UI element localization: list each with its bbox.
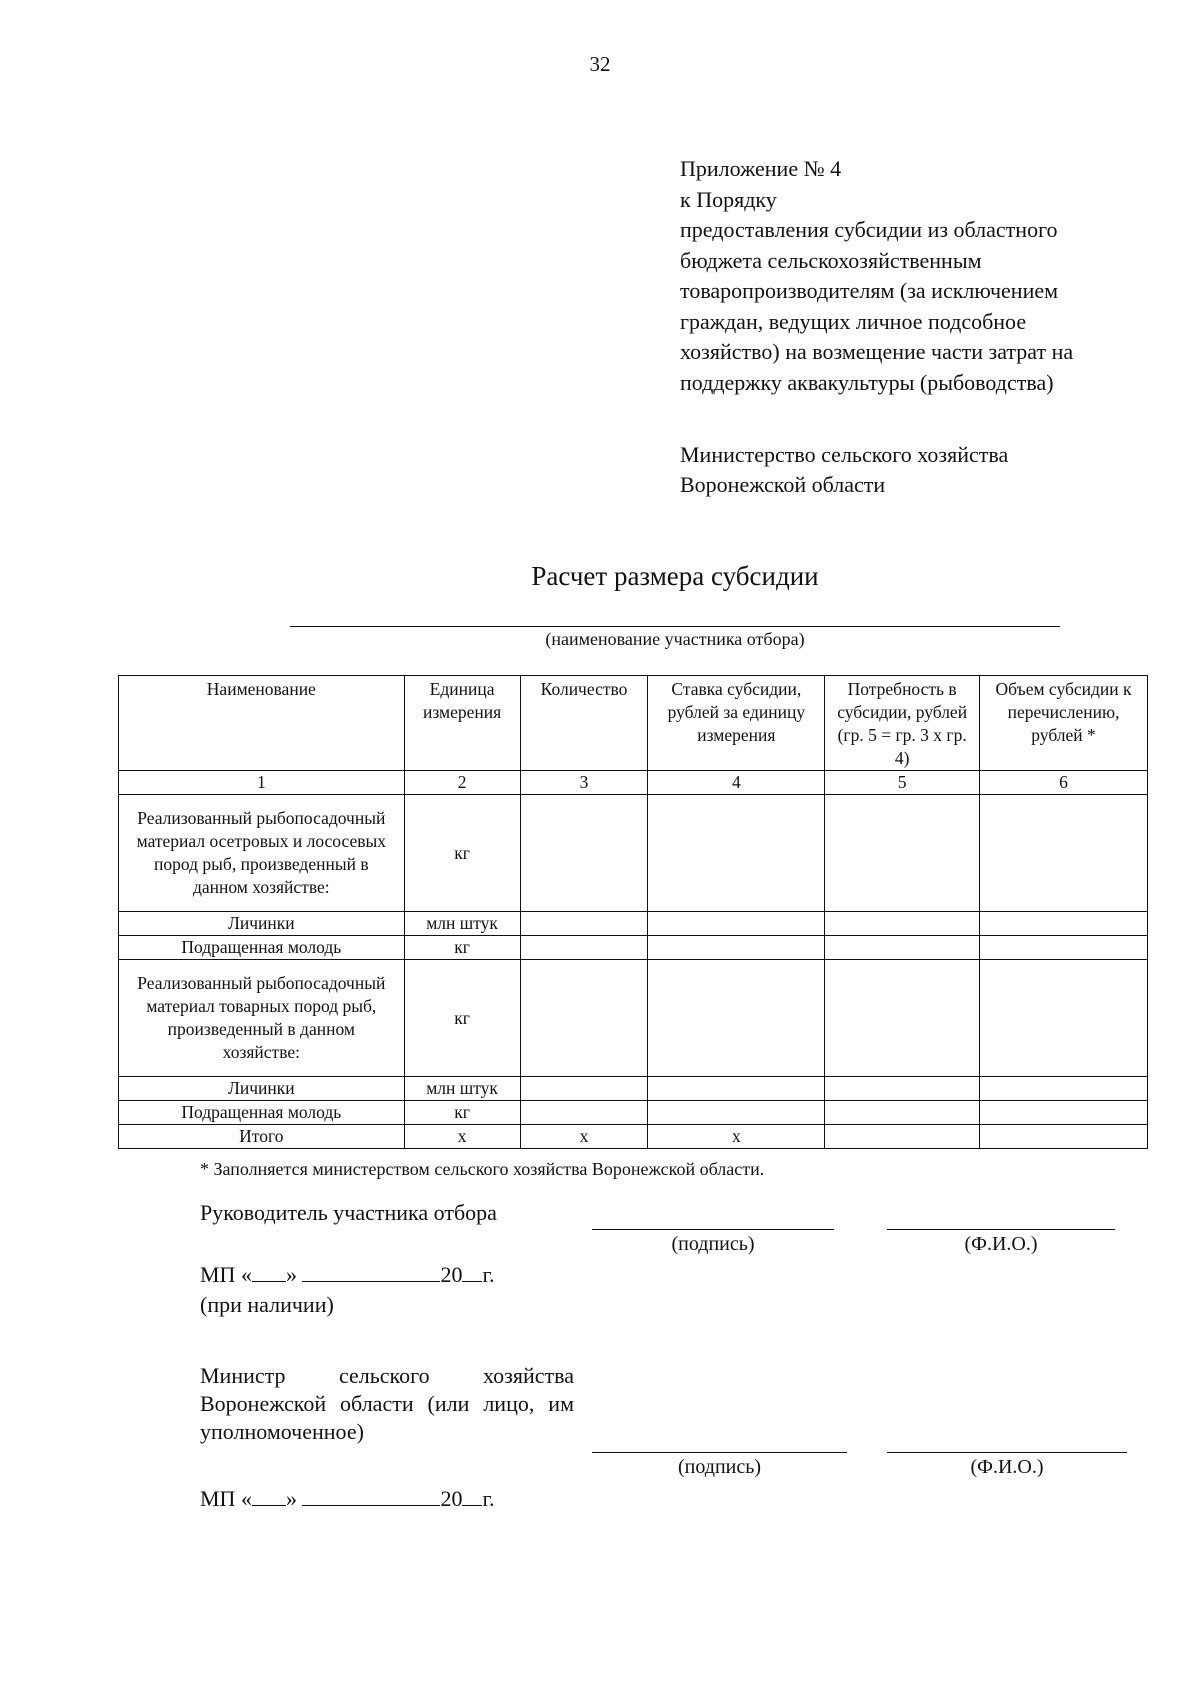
row-qty[interactable] bbox=[520, 936, 648, 960]
row-rate[interactable] bbox=[648, 936, 825, 960]
row-rate: х bbox=[648, 1125, 825, 1149]
appendix-line: к Порядку bbox=[680, 186, 777, 212]
ministry-line: Воронежской области bbox=[680, 472, 886, 497]
row-need[interactable] bbox=[825, 936, 980, 960]
mp-mid: » bbox=[285, 1486, 297, 1511]
year-field[interactable] bbox=[462, 1263, 482, 1282]
table-header-row bbox=[119, 676, 1148, 771]
if-any-note: (при наличии) bbox=[200, 1292, 334, 1317]
table-row bbox=[119, 912, 1148, 936]
head-stamp-date bbox=[200, 1262, 495, 1288]
row-need[interactable] bbox=[825, 1077, 980, 1101]
row-unit: млн штук bbox=[404, 912, 520, 936]
appendix-line: товаропроизводителям (за исключением bbox=[680, 278, 1059, 303]
row-unit: млн штук bbox=[404, 1077, 520, 1101]
row-amount[interactable] bbox=[980, 1101, 1148, 1125]
row-unit: х bbox=[404, 1125, 520, 1149]
appendix-line: граждан, ведущих личное подсобное bbox=[680, 308, 1027, 334]
row-need[interactable] bbox=[825, 960, 980, 1077]
row-name: Реализованный рыбопосадочный материал осетровых и лососевых пород рыб, произведенный в данном хозяйстве: bbox=[119, 795, 405, 912]
row-amount[interactable] bbox=[980, 912, 1148, 936]
minister-signature-line[interactable] bbox=[592, 1452, 847, 1453]
row-name: Личинки bbox=[119, 1077, 405, 1101]
row-unit: кг bbox=[404, 960, 520, 1077]
subsidy-calculation-table bbox=[118, 675, 1148, 1149]
month-field[interactable] bbox=[302, 1263, 440, 1282]
appendix-line: предоставления субсидии из областного bbox=[680, 217, 1058, 242]
table-footnote: * Заполняется министерством сельского хозяйства Воронежской области. bbox=[200, 1159, 765, 1179]
table-row bbox=[119, 795, 1148, 912]
appendix-header bbox=[680, 154, 1150, 398]
table-row bbox=[119, 936, 1148, 960]
row-name: Итого bbox=[119, 1125, 405, 1149]
row-unit: кг bbox=[404, 1101, 520, 1125]
row-name: Личинки bbox=[119, 912, 405, 936]
row-rate[interactable] bbox=[648, 912, 825, 936]
minister-fio-line[interactable] bbox=[887, 1452, 1127, 1453]
participant-name-caption: (наименование участника отбора) bbox=[545, 629, 805, 649]
row-amount[interactable] bbox=[980, 795, 1148, 912]
mp-prefix: МП « bbox=[200, 1486, 252, 1511]
table-row bbox=[119, 1077, 1148, 1101]
day-field[interactable] bbox=[252, 1487, 286, 1506]
year-suffix: г. bbox=[482, 1486, 495, 1511]
row-amount[interactable] bbox=[980, 1077, 1148, 1101]
row-name: Реализованный рыбопосадочный материал товарных пород рыб, произведенный в данном хозяйстве: bbox=[119, 960, 405, 1077]
header-cell: Объем субсидии к перечислению, рублей * bbox=[980, 676, 1148, 771]
appendix-line: Приложение № 4 bbox=[680, 156, 842, 181]
year-prefix: 20 bbox=[440, 1262, 463, 1287]
mp-mid: » bbox=[285, 1262, 297, 1287]
row-rate[interactable] bbox=[648, 795, 825, 912]
column-number: 2 bbox=[404, 771, 520, 795]
column-number: 3 bbox=[520, 771, 648, 795]
row-qty[interactable] bbox=[520, 1077, 648, 1101]
table-row bbox=[119, 1101, 1148, 1125]
row-unit: кг bbox=[404, 795, 520, 912]
row-rate[interactable] bbox=[648, 1077, 825, 1101]
document-title: Расчет размера субсидии bbox=[531, 561, 819, 591]
head-signature-caption: (подпись) bbox=[671, 1233, 755, 1255]
row-qty[interactable] bbox=[520, 1101, 648, 1125]
minister-signature-label: Министр сельского хозяйства Воронежской области (или лицо, им уполномоченное) bbox=[200, 1363, 574, 1444]
header-cell: Единица измерения bbox=[404, 676, 520, 771]
minister-fio-caption: (Ф.И.О.) bbox=[970, 1456, 1044, 1478]
header-cell: Потребность в субсидии, рублей (гр. 5 = гр. 3 х гр. 4) bbox=[825, 676, 980, 771]
row-qty[interactable] bbox=[520, 960, 648, 1077]
column-number: 1 bbox=[119, 771, 405, 795]
row-name: Подращенная молодь bbox=[119, 1101, 405, 1125]
row-amount[interactable] bbox=[980, 1125, 1148, 1149]
head-fio-caption: (Ф.И.О.) bbox=[964, 1233, 1038, 1255]
row-need[interactable] bbox=[825, 912, 980, 936]
day-field[interactable] bbox=[252, 1263, 286, 1282]
year-prefix: 20 bbox=[440, 1486, 463, 1511]
minister-stamp-date bbox=[200, 1486, 495, 1512]
head-fio-line[interactable] bbox=[887, 1229, 1115, 1230]
row-name: Подращенная молодь bbox=[119, 936, 405, 960]
row-qty: х bbox=[520, 1125, 648, 1149]
year-field[interactable] bbox=[462, 1487, 482, 1506]
total-row bbox=[119, 1125, 1148, 1149]
header-cell: Количество bbox=[520, 676, 648, 771]
appendix-line: поддержку аквакультуры (рыбоводства) bbox=[680, 369, 1054, 395]
participant-name-line bbox=[290, 626, 1060, 627]
row-rate[interactable] bbox=[648, 960, 825, 1077]
column-number: 6 bbox=[980, 771, 1148, 795]
row-need[interactable] bbox=[825, 795, 980, 912]
ministry-line: Министерство сельского хозяйства bbox=[680, 442, 1009, 467]
column-number: 5 bbox=[825, 771, 980, 795]
column-number: 4 bbox=[648, 771, 825, 795]
month-field[interactable] bbox=[302, 1487, 440, 1506]
appendix-line: хозяйство) на возмещение части затрат на bbox=[680, 339, 1074, 364]
row-qty[interactable] bbox=[520, 912, 648, 936]
row-unit: кг bbox=[404, 936, 520, 960]
row-amount[interactable] bbox=[980, 936, 1148, 960]
row-qty[interactable] bbox=[520, 795, 648, 912]
row-amount[interactable] bbox=[980, 960, 1148, 1077]
table-row bbox=[119, 960, 1148, 1077]
row-need[interactable] bbox=[825, 1101, 980, 1125]
header-cell: Наименование bbox=[119, 676, 405, 771]
head-signature-label: Руководитель участника отбора bbox=[200, 1200, 497, 1225]
ministry-addressee bbox=[680, 440, 1150, 500]
head-signature-line[interactable] bbox=[592, 1229, 834, 1230]
row-rate[interactable] bbox=[648, 1101, 825, 1125]
mp-prefix: МП « bbox=[200, 1262, 252, 1287]
appendix-line: бюджета сельскохозяйственным bbox=[680, 247, 982, 273]
minister-signature-caption: (подпись) bbox=[677, 1456, 762, 1478]
header-cell: Ставка субсидии, рублей за единицу измерения bbox=[648, 676, 825, 771]
column-number-row bbox=[119, 771, 1148, 795]
year-suffix: г. bbox=[482, 1262, 495, 1287]
page-number: 32 bbox=[589, 52, 611, 76]
row-need[interactable] bbox=[825, 1125, 980, 1149]
